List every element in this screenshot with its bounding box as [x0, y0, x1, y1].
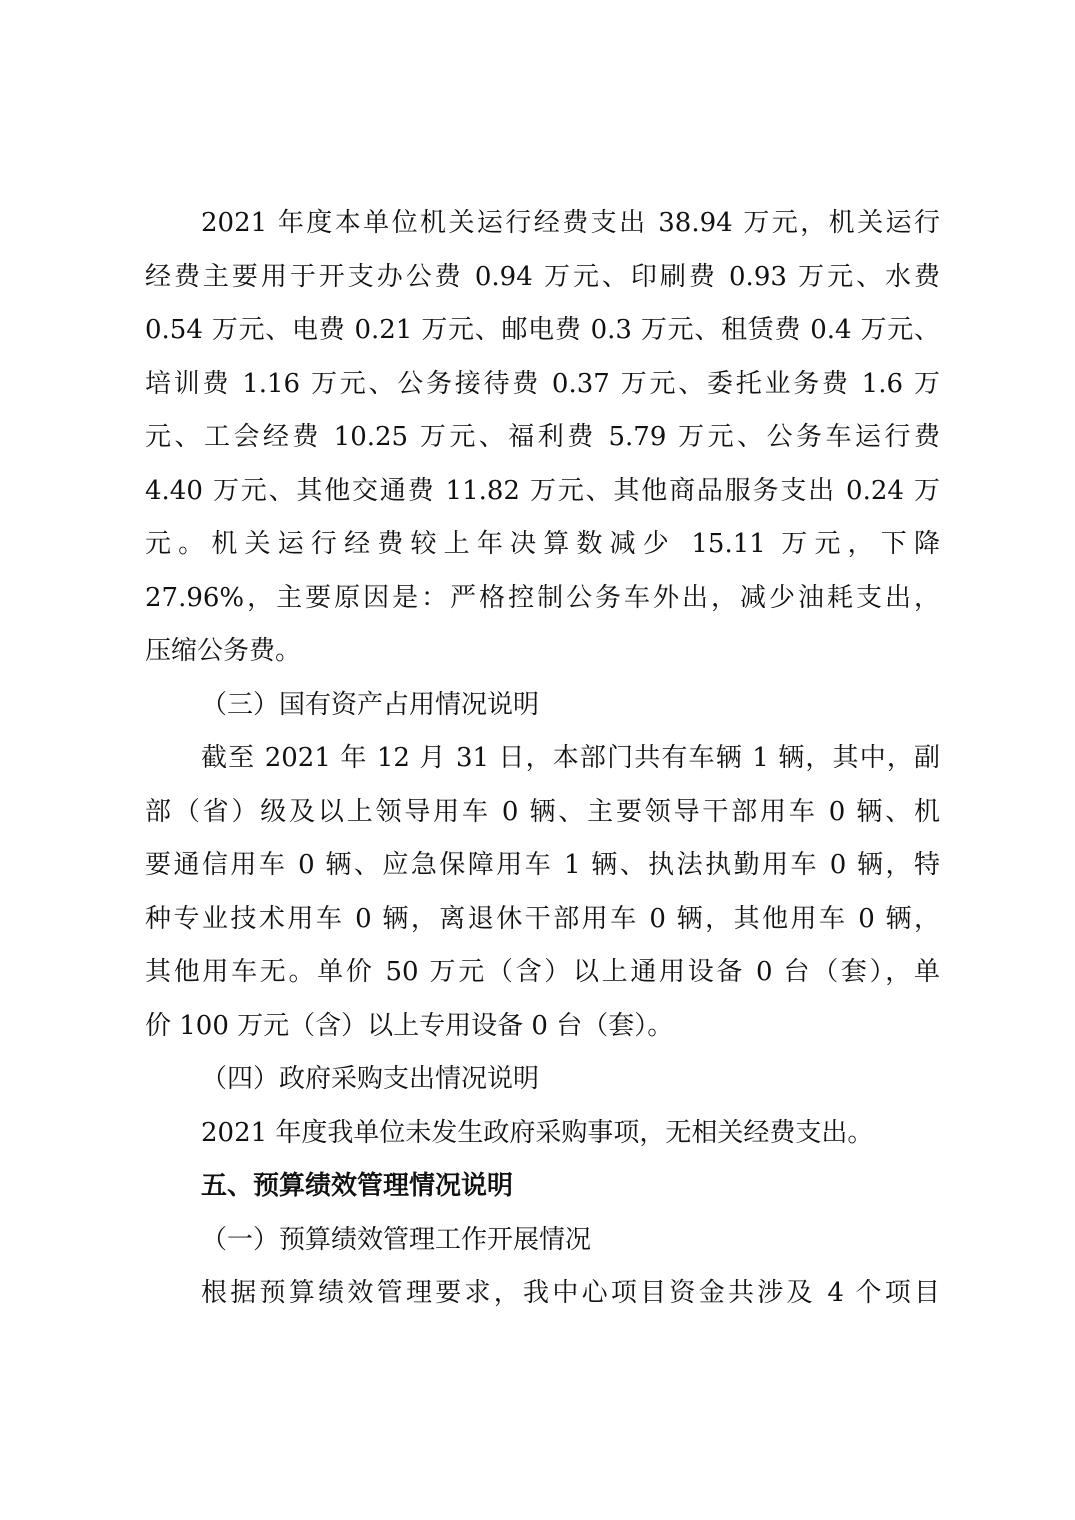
paragraph-line: 种专业技术用车 0 辆，离退休干部用车 0 辆，其他用车 0 辆， [145, 903, 940, 934]
paragraph-line: 根据预算绩效管理要求，我中心项目资金共涉及 4 个项目 [201, 1278, 940, 1308]
paragraph-line: 其他用车无。单价 50 万元（含）以上通用设备 0 台（套），单 [145, 957, 940, 987]
section-heading-3: （三）国有资产占用情况说明 [201, 689, 540, 720]
paragraph-line: 价 100 万元（含）以上专用设备 0 台（套）。 [145, 1010, 674, 1041]
document-page [145, 197, 940, 1321]
paragraph-line: 2021 年度我单位未发生政府采购事项，无相关经费支出。 [201, 1117, 874, 1148]
paragraph-line: 元。机关运行经费较上年决算数减少 15.11 万元，下降 [145, 529, 940, 559]
paragraph-line: 0.54 万元、电费 0.21 万元、邮电费 0.3 万元、租赁费 0.4 万元、 [145, 315, 940, 345]
paragraph-line: 要通信用车 0 辆、应急保障用车 1 辆、执法执勤用车 0 辆，特 [145, 850, 940, 880]
section-heading-5: 五、预算绩效管理情况说明 [201, 1171, 514, 1201]
section-heading-4: （四）政府采购支出情况说明 [201, 1064, 540, 1094]
paragraph-line: 元、工会经费 10.25 万元、福利费 5.79 万元、公务车运行费 [145, 422, 940, 452]
paragraph-line: 截至 2021 年 12 月 31 日，本部门共有车辆 1 辆，其中，副 [201, 743, 940, 773]
paragraph-line: 压缩公务费。 [145, 636, 302, 666]
paragraph-line: 27.96%，主要原因是：严格控制公务车外出，减少油耗支出， [145, 582, 940, 613]
paragraph-line: 2021 年度本单位机关运行经费支出 38.94 万元，机关运行 [201, 208, 940, 238]
paragraph-line: 部（省）级及以上领导用车 0 辆、主要领导干部用车 0 辆、机 [145, 796, 940, 827]
section-heading-5-1: （一）预算绩效管理工作开展情况 [201, 1224, 592, 1255]
paragraph-line: 经费主要用于开支办公费 0.94 万元、印刷费 0.93 万元、水费 [145, 261, 940, 292]
paragraph-line: 4.40 万元、其他交通费 11.82 万元、其他商品服务支出 0.24 万 [145, 475, 940, 506]
paragraph-line: 培训费 1.16 万元、公务接待费 0.37 万元、委托业务费 1.6 万 [145, 368, 940, 399]
